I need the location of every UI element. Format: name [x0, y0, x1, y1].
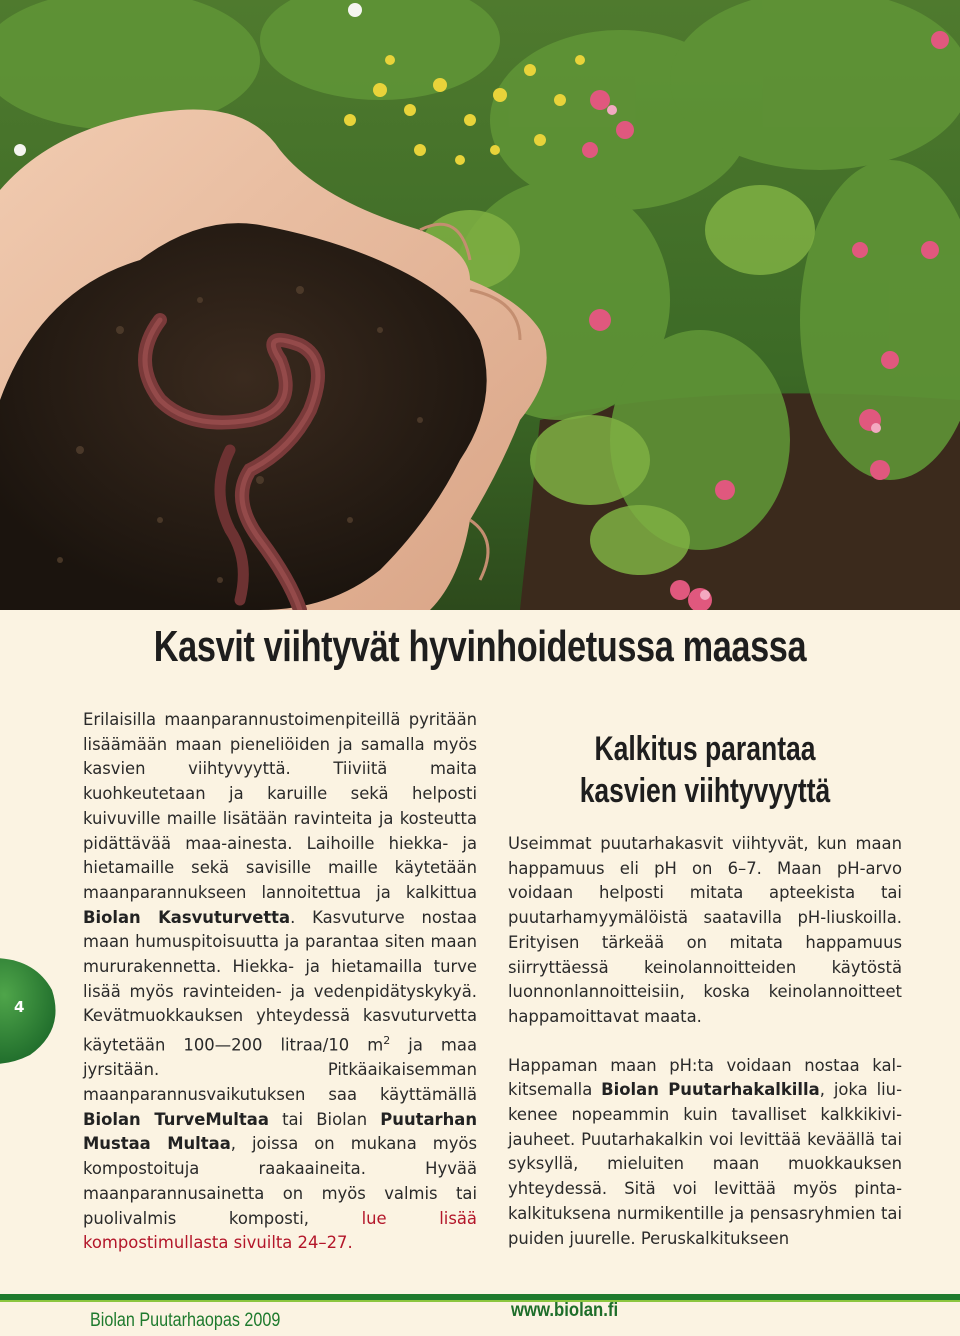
footer-divider-accent — [0, 1300, 960, 1302]
text-run: Happaman maan pH:ta voidaan nostaa kalkitsemalla — [508, 1055, 902, 1100]
page-title: Kasvit viihtyvät hyvinhoidetussa maassa — [153, 622, 807, 671]
product-name-kasvuturve: Biolan Kasvuturvetta — [83, 907, 291, 927]
text-run: tai Biolan — [268, 1109, 381, 1129]
page-number: 4 — [14, 998, 25, 1016]
text-run: Erilaisilla maanparannustoimenpiteillä pyritään lisäämään maan pieneliöiden ja samalla myös kasvien viihtyvyyttä. Tiiviitä maita kuohkeutetaan ja karuille sekä helposti kuivuville maille lisätään ravinteita ja kosteutta pidättävää maa-ainesta. Laihoille hiekka- ja hietamaille sekä savisille maille käytetään maanparannukseen lannoitettua ja kalkittua — [83, 710, 477, 902]
hero-photo — [0, 0, 960, 610]
section-heading-kalkitus — [551, 728, 858, 812]
footer-website-link[interactable]: www.biolan.fi — [511, 1300, 619, 1321]
body-column-right — [508, 832, 902, 1251]
text-run: , joka liukenee nopeammin kuin tavalliset kalkkikivijauheet. Puutarhakalkin voi levittää keväällä tai syksyllä, mieluiten maan muokkauksen yhteydessä. Sitä voi levittää myös pintakalkituksena nurmikentille ja pensasryhmien tai puiden juurelle. Peruskalkitukseen — [508, 1080, 902, 1248]
footer-publication: Biolan Puutarhaopas 2009 — [90, 1310, 281, 1331]
hero-photo-illustration — [0, 0, 960, 610]
text-run: ja maa jyrsitään. Pitkäaikaisemman maanparannusvaikutuksen saa käyttämällä — [83, 1035, 477, 1105]
page-reference-link[interactable]: lue lisää kompostimullasta sivuilta 24–27. — [83, 1208, 477, 1253]
section-heading-line: Kalkitus parantaa — [594, 730, 816, 768]
intro-paragraph — [83, 708, 477, 1256]
text-run: , joissa on mukana myös kompostoituja raakaaineita. Hyvää maanparannusainetta on myös valmis tai puolivalmis komposti, — [83, 1134, 477, 1228]
paragraph-kalkki — [508, 1054, 902, 1252]
text-run: . Kasvuturve nostaa maan humuspitoisuutta ja parantaa siten maan mururakennetta. Hiekka- ja hietamailla turve lisää myös ravinteiden- ja vedenpidätyskykyä. Kevätmuokkauksen yhteydessä kasvuturvetta käytetään 100—200 litraa/10 m — [83, 907, 477, 1055]
product-name-puutarhakalkki: Biolan Puutarhakalkilla — [601, 1080, 820, 1100]
body-column-left — [83, 708, 477, 1256]
product-name-turvemulta: Biolan TurveMultaa — [83, 1109, 269, 1129]
superscript: 2 — [383, 1034, 391, 1048]
product-name-musta-multa: Puutarhan Mustaa Multaa — [83, 1109, 477, 1154]
paragraph-ph: Useimmat puutarhakasvit viihtyvät, kun maan happamuus eli pH on 6–7. Maan pH-arvo voidaan helposti mitata apteekista tai puutarhamyymälöistä saatavilla pH-liuskoilla. Erityisen tärkeää on mitata happamuus siirryttäessä keinolannoitteiden käytöstä luonnonlannoitteisiin, koska keinolannoitteet happamoittavat maata. — [508, 834, 902, 1026]
page-tab-leaf — [0, 950, 62, 1065]
section-heading-line: kasvien viihtyvyyttä — [579, 772, 831, 810]
